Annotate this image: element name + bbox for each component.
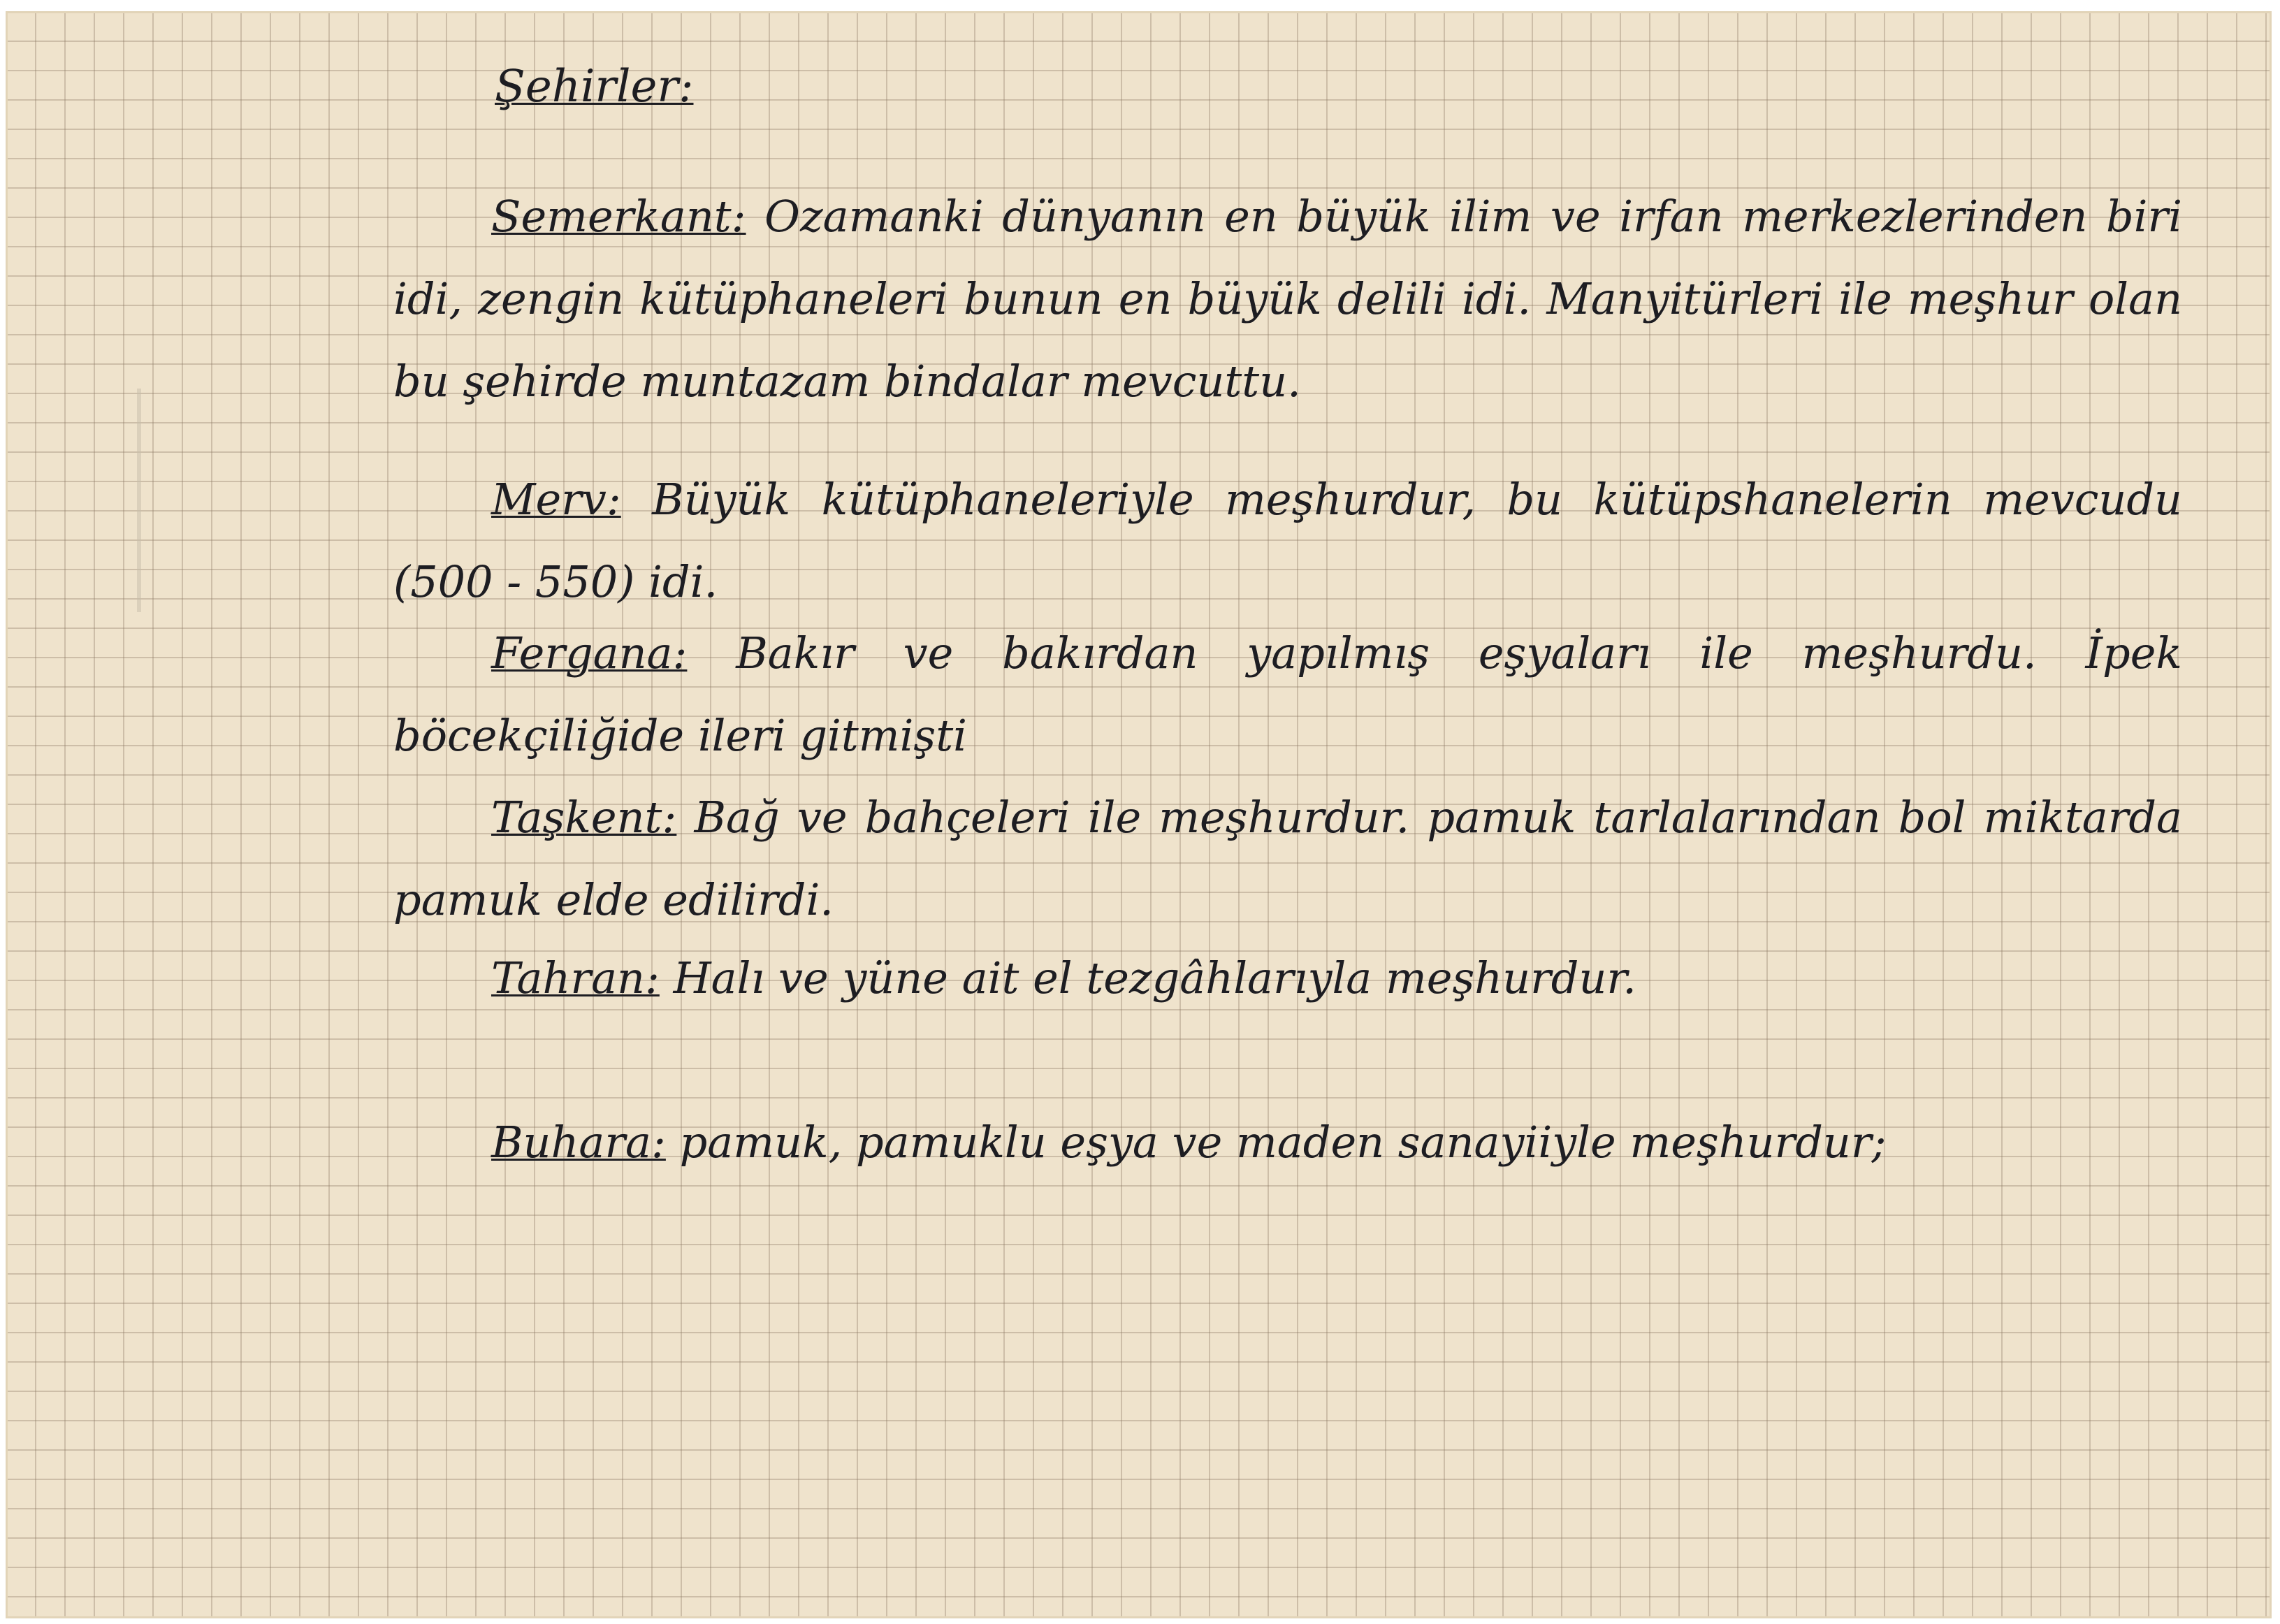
entry-fergana bbox=[393, 612, 2182, 777]
entry-buhara bbox=[393, 1101, 2182, 1184]
entry-text: Büyük kütüphaneleriyle meşhurdur, bu kütüpshanelerin mevcudu (500 - 550) idi. bbox=[393, 474, 2182, 607]
entry-merv bbox=[393, 458, 2182, 623]
entry-text: Bakır ve bakırdan yapılmış eşyaları ile meşhurdu. İpek böcekçiliğide ileri gitmişti bbox=[393, 628, 2182, 761]
entry-text: Ozamanki dünyanın en büyük ilim ve irfan merkezlerinden biri idi, zengin kütüphaneleri bunun en büyük delili idi. Manyitürleri ile meşhur olan bu şehirde muntazam bindalar mevcuttu. bbox=[393, 191, 2182, 407]
entry-name: Merv: bbox=[491, 474, 621, 525]
grid-paper-sheet bbox=[6, 11, 2272, 1618]
handwritten-text bbox=[6, 11, 2272, 1618]
entry-text: Bağ ve bahçeleri ile meşhurdur. pamuk tarlalarından bol miktarda pamuk elde edilirdi. bbox=[393, 792, 2182, 925]
entry-name: Fergana: bbox=[491, 628, 688, 679]
entry-name: Tahran: bbox=[491, 952, 660, 1003]
entry-name: Semerkant: bbox=[491, 191, 746, 242]
entry-name: Taşkent: bbox=[491, 792, 677, 843]
entry-text: pamuk, pamuklu eşya ve maden sanayiiyle meşhurdur; bbox=[679, 1117, 1887, 1168]
page-title: Şehirler: bbox=[495, 61, 694, 113]
entry-tahran bbox=[393, 937, 2182, 1020]
entry-name: Buhara: bbox=[491, 1117, 666, 1168]
entry-text: Halı ve yüne ait el tezgâhlarıyla meşhurdur. bbox=[673, 952, 1636, 1003]
entry-semerkant bbox=[393, 175, 2182, 423]
entry-taskent bbox=[393, 776, 2182, 941]
